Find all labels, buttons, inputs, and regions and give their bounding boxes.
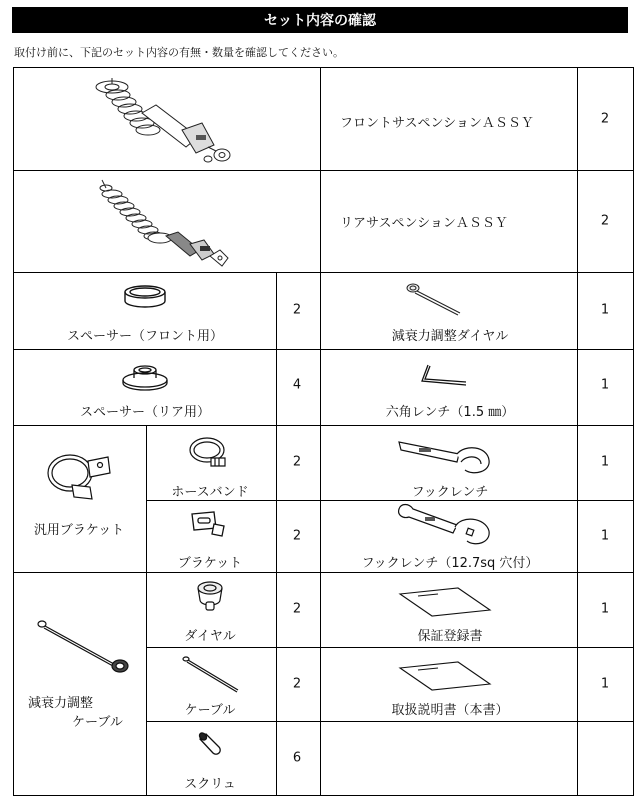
item-qty: 2 [292,454,302,470]
spacer-rear-illustration [120,358,170,390]
warranty-card-illustration [398,586,492,618]
item-name: ホースバンド [171,485,249,500]
item-name-line2: ケーブル [72,715,123,730]
item-name-line1: 減衰力調整 [28,696,94,711]
item-name: スクリュ [184,777,236,792]
row-divider [13,272,634,273]
item-qty: 2 [600,213,610,229]
rear-suspension-illustration [92,178,240,268]
table-border-top [13,67,634,68]
front-suspension-illustration [90,75,240,167]
row-divider [13,572,634,573]
spacer-front-illustration [122,283,168,311]
item-qty: 2 [292,676,302,692]
item-qty: 1 [600,676,610,692]
row-divider [13,425,634,426]
manual-illustration [398,660,492,692]
item-qty: 1 [600,601,610,617]
intro-text: 取付け前に、下記のセット内容の有無・数量を確認してください。 [14,46,344,59]
cable-illustration [180,654,242,694]
item-qty: 1 [600,454,610,470]
item-qty: 1 [600,377,610,393]
item-qty: 2 [292,302,302,318]
table-border-right [633,67,634,796]
item-qty: 2 [292,601,302,617]
screw-illustration [197,731,223,757]
damping-cable-illustration [34,616,130,676]
universal-bracket-illustration [44,443,114,501]
bracket-illustration [190,510,226,538]
col-divider [577,67,578,796]
dial-illustration [194,580,226,614]
row-divider [146,721,634,722]
item-qty: 1 [600,302,610,318]
hook-wrench-illustration [395,438,495,476]
item-qty: 6 [292,750,302,766]
item-name: 汎用ブラケット [33,523,125,538]
item-name: ケーブル [184,703,236,718]
item-qty: 1 [600,528,610,544]
item-qty: 2 [600,111,610,127]
item-name: ブラケット [177,556,243,571]
col-divider [276,272,277,796]
item-name: スペーサー（リア用） [79,405,211,420]
item-name: リアサスペンションＡＳＳＹ [340,216,508,231]
item-name: ダイヤル [184,629,236,644]
row-divider [146,500,634,501]
section-title: セット内容の確認 [12,7,628,33]
item-name: スペーサー（フロント用） [66,329,224,344]
damping-dial-illustration [404,282,464,316]
row-divider [13,349,634,350]
hex-wrench-illustration [418,363,470,389]
table-border-left [13,67,14,796]
item-qty: 4 [292,377,302,393]
table-border-bottom [13,795,634,796]
item-name: 六角レンチ（1.5 ㎜） [385,405,515,420]
row-divider [13,170,634,171]
item-name: 取扱説明書（本書） [391,703,509,718]
item-name: 保証登録書 [417,629,483,644]
item-name: 減衰力調整ダイヤル [391,329,509,344]
item-qty: 2 [292,528,302,544]
item-name: フロントサスペンションＡＳＳＹ [340,116,534,131]
col-divider [146,425,147,796]
hose-band-illustration [187,432,231,470]
row-divider [146,647,634,648]
item-name: フックレンチ（12.7sq 穴付） [361,556,539,571]
item-name: フックレンチ [411,485,489,500]
hook-wrench-hole-illustration [395,503,495,547]
col-divider [320,67,321,796]
